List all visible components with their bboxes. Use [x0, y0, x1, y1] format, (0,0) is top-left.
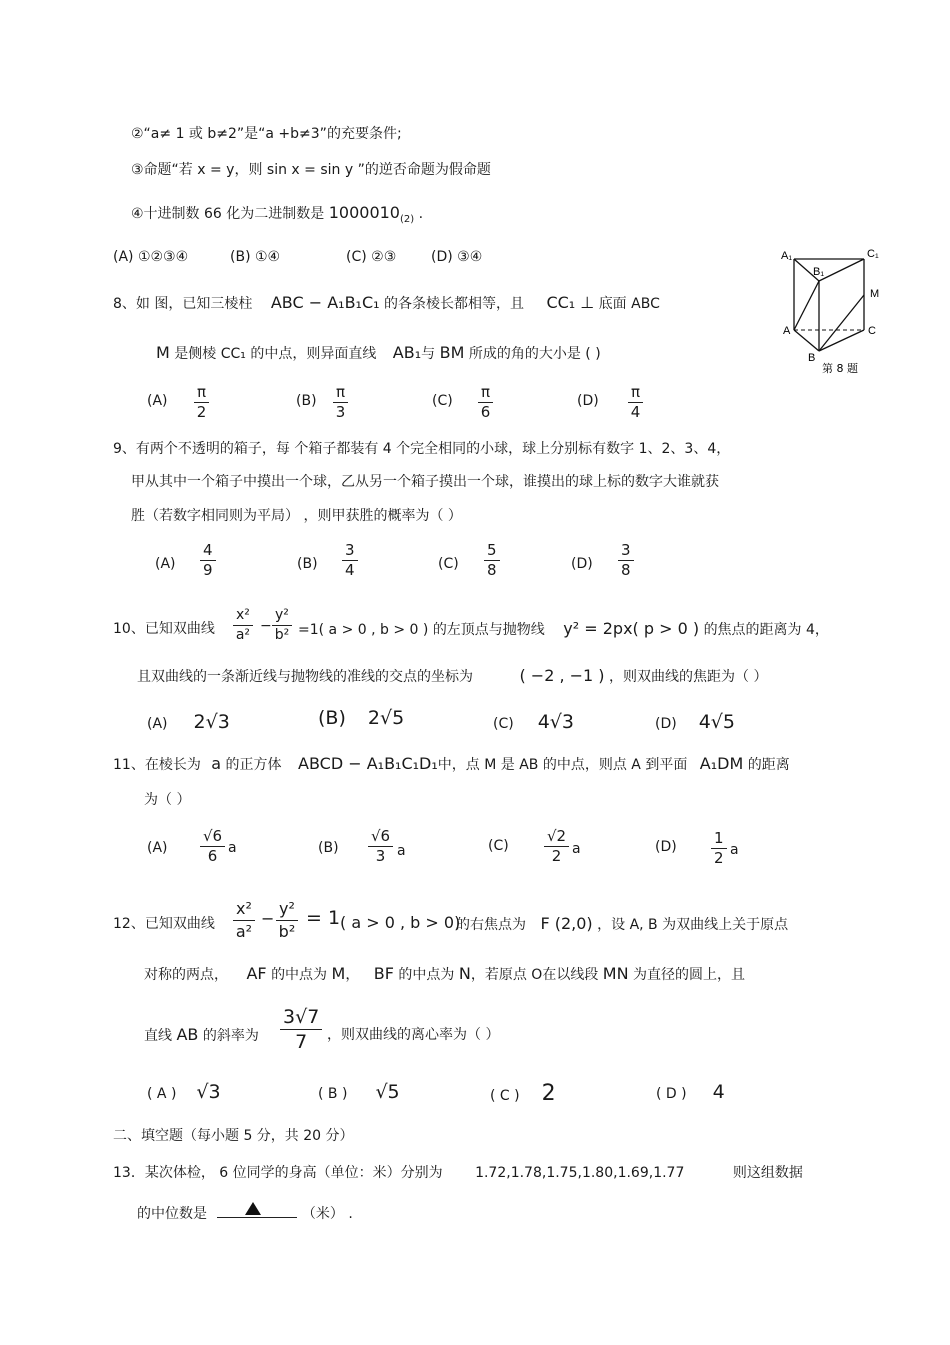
q8-m: M [156, 343, 170, 362]
q11-line-1 [113, 755, 790, 774]
q12-label: 12、已知双曲线 [113, 916, 215, 932]
q10-text: 的左顶点与抛物线 [432, 622, 545, 638]
q10-option-b[interactable] [318, 707, 404, 729]
q8-option-d-frac [628, 384, 643, 421]
option-value: 2√3 [193, 711, 230, 733]
frac-den: b² [278, 922, 296, 941]
q11-option-c-label[interactable]: (C) [488, 838, 509, 854]
q11-plane: A₁DM [699, 754, 744, 773]
q10-condition: =1( a > 0 , b > 0 ) [298, 622, 429, 638]
q12-focus: F (2,0) [540, 914, 593, 933]
q10-line-1-rest [298, 620, 829, 639]
q8-option-a-frac [194, 384, 209, 421]
q12-frac-x [233, 899, 255, 942]
edge-ab [794, 330, 819, 351]
edge-bc [819, 330, 864, 351]
q9-line-2: 甲从其中一个箱子中摸出一个球，乙从另一个箱子摸出一个球，谁摸出的球上标的数字大谁就获 [131, 474, 719, 490]
label-a: A [783, 325, 791, 337]
q10-option-d[interactable] [655, 711, 735, 733]
option-value: 4 [712, 1081, 725, 1103]
frac-num: 3√7 [280, 1006, 322, 1030]
label-c1: C₁ [867, 248, 879, 260]
q7-option-a[interactable]: (A) ①②③④ [113, 249, 189, 265]
q12-frac-y [276, 899, 298, 942]
option-label: (A) [147, 716, 168, 732]
q8-line-2 [156, 344, 601, 363]
q11-option-d-tail: a [730, 842, 739, 858]
triangle-icon [245, 1202, 261, 1215]
frac-num: 4 [200, 542, 216, 561]
frac-den: 2 [196, 403, 207, 421]
q10-text-3: 且双曲线的一条渐近线与抛物线的准线的交点的坐标为 [137, 669, 473, 685]
q13-line-2 [137, 1201, 353, 1223]
q8-prism-name: ABC − A₁B₁C₁ [270, 293, 380, 312]
label-m: M [870, 288, 880, 300]
frac-num: √2 [544, 828, 569, 847]
frac-num: π [628, 384, 643, 403]
q12-line-3-post: ，则双曲线的离心率为（ ） [327, 1027, 500, 1043]
frac-den: a² [235, 922, 253, 941]
q10-text-4: ，则双曲线的焦距为（ ） [609, 669, 768, 685]
q12-bf: BF [373, 964, 394, 983]
frac-den: 2 [551, 847, 562, 865]
q10-option-c[interactable] [493, 711, 574, 733]
q11-text-4: 的距离 [747, 757, 790, 773]
q12-ab: AB [176, 1025, 199, 1044]
q10-frac-x [233, 607, 253, 644]
q10-parabola: y² = 2px( p > 0 ) [563, 619, 700, 638]
q11-a: a [211, 754, 222, 773]
frac-den: 6 [480, 403, 491, 421]
q12-slope-frac [280, 1006, 322, 1053]
frac-den: 2 [714, 849, 724, 867]
segment-ab1 [794, 281, 819, 330]
frac-num: π [333, 384, 348, 403]
q7-option-c[interactable]: (C) ②③ [346, 249, 397, 265]
q12-mn: MN [602, 964, 629, 983]
q10-line-2 [137, 667, 767, 686]
q13-text-4: （米） . [301, 1206, 353, 1222]
q12-text-7: ，若原点 O在以线段 [470, 967, 599, 983]
q7-item-3: ③命题“若 x = y，则 sin x = sin y ”的逆否命题为假命题 [131, 162, 491, 178]
q12-text-2: ，设 A, B 为双曲线上关于原点 [597, 917, 789, 933]
q12-text-6: 的中点为 [398, 967, 455, 983]
q12-option-a[interactable] [147, 1081, 221, 1103]
q11-option-d-label[interactable]: (D) [655, 839, 677, 855]
frac-num: π [194, 384, 209, 403]
frac-num: 5 [484, 542, 500, 561]
frac-den: 8 [621, 561, 631, 579]
frac-num: π [478, 384, 493, 403]
q12-text: 的右焦点为 [456, 917, 526, 933]
frac-num: x² [233, 607, 253, 626]
q10-option-a[interactable] [147, 711, 230, 733]
option-value: 4√3 [537, 711, 574, 733]
q9-option-c-frac [484, 542, 500, 579]
frac-num: y² [276, 899, 298, 921]
q7-option-d[interactable]: (D) ③④ [431, 249, 483, 265]
option-label: (C) [493, 716, 514, 732]
q8-text-5: 与 [421, 346, 436, 362]
q12-af: AF [246, 964, 267, 983]
q9-option-d-frac [618, 542, 634, 579]
q8-bm: BM [439, 343, 465, 362]
q10-minus: − [260, 618, 272, 634]
q12-eq: = 1 [306, 907, 341, 929]
q9-line-3: 胜（若数字相同则为平局） ，则甲获胜的概率为（ ） [131, 508, 462, 524]
q8-option-b-frac [333, 384, 348, 421]
label-c: C [868, 325, 876, 337]
q12-line-3-pre [144, 1026, 259, 1045]
q12-condition: ( a > 0 , b > 0) [340, 913, 461, 932]
edge-b1c1 [819, 259, 864, 281]
q12-line-1-rest [456, 915, 788, 934]
q7-item-4-binary: 1000010 [328, 203, 400, 222]
q9-option-b-frac [342, 542, 358, 579]
q12-text-4: 的中点为 [271, 967, 328, 983]
option-label: ( D ) [656, 1086, 687, 1102]
q10-text-2: 的焦点的距离为 4， [703, 622, 829, 638]
q8-ab1: AB₁ [392, 343, 422, 362]
q9-option-a-frac [200, 542, 216, 579]
frac-den: a² [235, 627, 251, 643]
q10-frac-y [272, 607, 292, 644]
q11-cube: ABCD − A₁B₁C₁D₁ [298, 754, 438, 773]
q8-cc1-perp: CC₁ ⊥ [546, 293, 595, 312]
frac-den: 4 [630, 403, 641, 421]
option-value: 4√5 [698, 711, 736, 733]
q11-text: 11、在棱长为 [113, 757, 201, 773]
q8-text: 8、如 图，已知三棱柱 [113, 296, 253, 312]
q11-option-b-label[interactable]: (B) [318, 840, 339, 856]
q9-option-c-label[interactable]: (C) [438, 556, 459, 572]
q7-item-2: ②“a≠ 1 或 b≠2”是“a +b≠3”的充要条件; [131, 126, 402, 142]
section-heading: 二、填空题（每小题 5 分，共 20 分） [113, 1128, 354, 1144]
q11-option-a-tail: a [228, 840, 237, 856]
q9-option-a-label[interactable]: (A) [155, 556, 176, 572]
q12-m: M [331, 964, 346, 983]
frac-den: 9 [203, 561, 213, 579]
q7-item-4-end: . [414, 206, 424, 222]
option-label: (D) [655, 716, 677, 732]
option-value: 2 [541, 1081, 556, 1106]
q8-text-2: 的各条棱长都相等，且 [384, 296, 524, 312]
q13-text-3: 的中位数是 [137, 1206, 207, 1222]
q12-text-10: 的斜率为 [202, 1028, 259, 1044]
q8-text-3: 底面 ABC [598, 296, 660, 312]
frac-den: 4 [345, 561, 355, 579]
frac-den: b² [274, 627, 290, 643]
frac-num: 1 [711, 830, 727, 849]
q7-option-b[interactable]: (B) ①④ [230, 249, 281, 265]
q9-line-1: 9、有两个不透明的箱子，每 个箱子都装有 4 个完全相同的小球，球上分别标有数字 1、2、3、4， [113, 441, 731, 457]
frac-num: √6 [368, 828, 393, 847]
frac-den: 3 [335, 403, 346, 421]
q11-option-d-frac [711, 830, 727, 867]
figure-caption: 第 8 题 [822, 362, 858, 375]
q13-text: 13．某次体检， 6 位同学的身高（单位：米）分别为 [113, 1165, 443, 1181]
label-b: B [808, 352, 816, 364]
q12-line-2 [144, 965, 745, 984]
q9-option-b-label[interactable]: (B) [297, 556, 318, 572]
q10-label: 10、已知双曲线 [113, 621, 215, 637]
q12-n: N [458, 964, 471, 983]
q11-text-3: 中，点 M 是 AB 的中点，则点 A 到平面 [437, 757, 688, 773]
q8-option-a-label[interactable]: (A) [147, 393, 168, 409]
option-label: ( B ) [318, 1086, 348, 1102]
q12-option-d[interactable] [656, 1081, 725, 1103]
q13-text-2: 则这组数据 [732, 1165, 803, 1181]
q12-text-9: 直线 [144, 1028, 172, 1044]
q13-data: 1.72,1.78,1.75,1.80,1.69,1.77 [475, 1165, 685, 1181]
frac-den: 3 [375, 847, 386, 865]
q11-option-a-frac [200, 828, 225, 865]
option-label: ( C ) [490, 1088, 520, 1104]
q11-option-a-label[interactable]: (A) [147, 840, 168, 856]
q13-answer-blank[interactable] [217, 1201, 297, 1218]
q8-line-1 [113, 294, 660, 313]
q12-option-b[interactable] [318, 1081, 400, 1103]
q8-text-6: 所成的角的大小是 ( ) [468, 346, 601, 362]
q12-text-3: 对称的两点， [144, 967, 228, 983]
q11-option-c-tail: a [572, 841, 581, 857]
frac-num: y² [272, 607, 292, 626]
q13-line-1 [113, 1164, 803, 1182]
q9-option-d-label[interactable]: (D) [571, 556, 593, 572]
option-label: (B) [318, 707, 346, 729]
q8-text-4: 是侧棱 CC₁ 的中点，则异面直线 [174, 346, 377, 362]
frac-num: 3 [342, 542, 358, 561]
frac-num: √6 [200, 828, 225, 847]
frac-den: 8 [487, 561, 497, 579]
label-b1: B₁ [813, 266, 825, 278]
q11-option-b-frac [368, 828, 393, 865]
q8-option-c-label[interactable]: (C) [432, 393, 453, 409]
option-value: √3 [196, 1081, 221, 1103]
q12-minus: − [261, 909, 275, 928]
q12-text-8: 为直径的圆上，且 [633, 967, 746, 983]
q10-point: ( −2 , −1 ) [519, 666, 605, 685]
q7-item-4 [131, 204, 423, 229]
q11-text-2: 的正方体 [225, 757, 282, 773]
q12-text-5: ， [345, 967, 360, 983]
q8-option-c-frac [478, 384, 493, 421]
q11-option-c-frac [544, 828, 569, 865]
q11-option-b-tail: a [397, 843, 406, 859]
segment-bm [819, 295, 864, 351]
q7-item-4-text: ④十进制数 66 化为二进制数是 [131, 206, 329, 222]
frac-den: 7 [295, 1031, 308, 1053]
frac-num: x² [233, 899, 255, 921]
q7-item-4-base: (2) [399, 213, 415, 225]
label-a1: A₁ [781, 250, 793, 262]
option-value: 2√5 [367, 707, 405, 729]
q11-line-2: 为（ ） [144, 792, 191, 808]
triangular-prism-figure [776, 240, 896, 380]
frac-den: 6 [207, 847, 218, 865]
option-label: ( A ) [147, 1086, 177, 1102]
q8-option-d-label[interactable]: (D) [577, 393, 599, 409]
option-value: √5 [375, 1081, 400, 1103]
q8-option-b-label[interactable]: (B) [296, 393, 317, 409]
frac-num: 3 [618, 542, 634, 561]
q12-option-c[interactable] [490, 1081, 556, 1106]
